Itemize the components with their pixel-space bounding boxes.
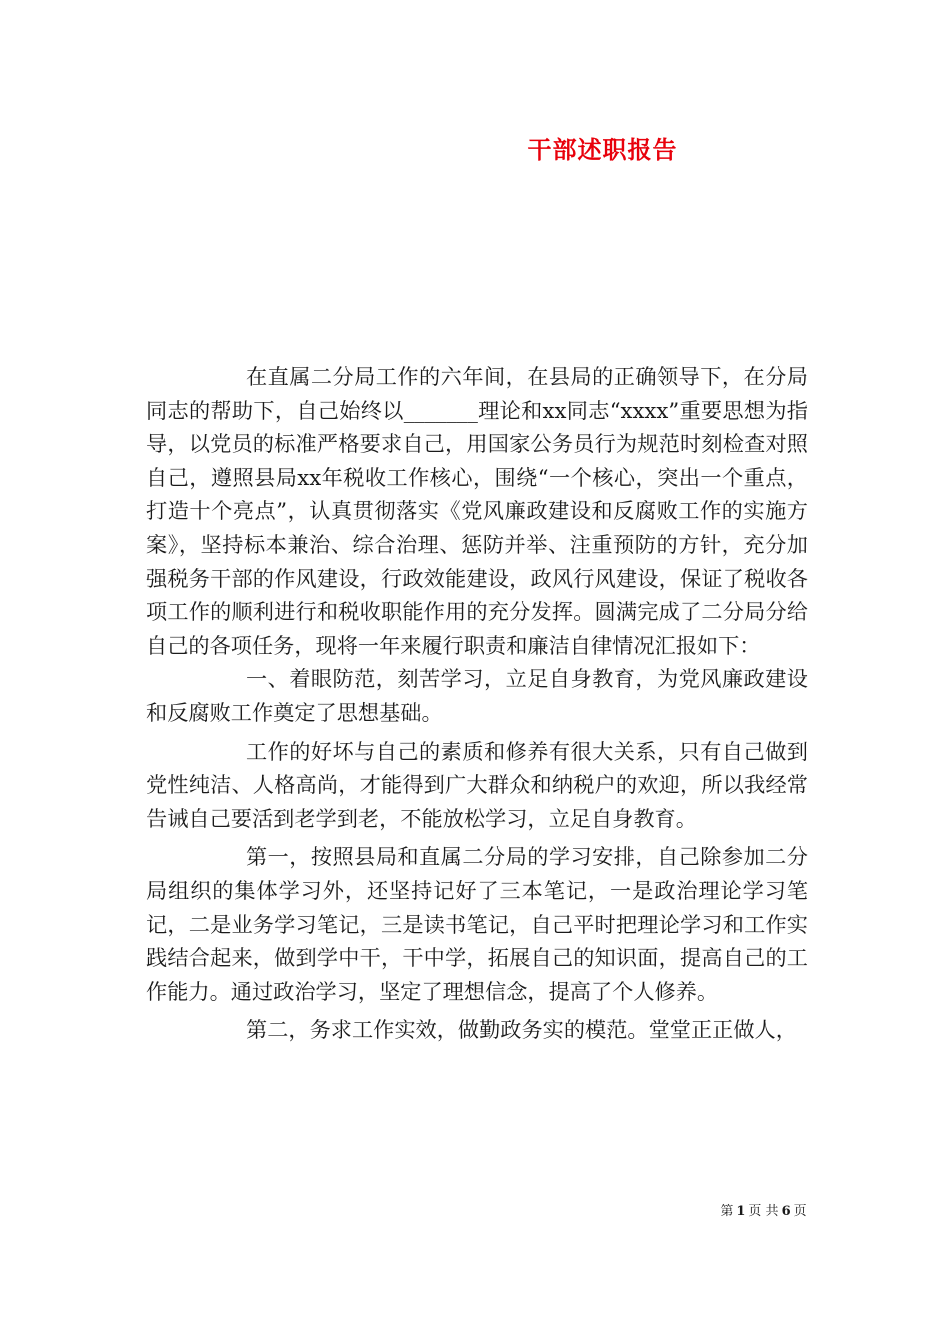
paragraph-section-heading: 一、着眼防范，刻苦学习，立足自身教育，为党风廉政建设和反腐败工作奠定了思想基础。 bbox=[146, 666, 808, 725]
document-body bbox=[146, 360, 808, 1047]
footer-suffix: 页 bbox=[793, 1204, 807, 1219]
paragraph-first-point: 第一，按照县局和直属二分局的学习安排，自己除参加二分局组织的集体学习外，还坚持记好了三本笔记，一是政治理论学习笔记，二是业务学习笔记，三是读书笔记，自己平时把理论学习和工作实践结合起来，做到学中干，干中学，拓展自己的知识面，提高自己的工作能力。通过政治学习，坚定了理想信念，提高了个人修养。 bbox=[146, 844, 808, 1004]
document-title: 干部述职报告 bbox=[527, 135, 678, 164]
footer-prefix: 第 bbox=[720, 1204, 734, 1219]
footer-total-pages: 6 bbox=[781, 1204, 791, 1219]
footer-current-page: 1 bbox=[736, 1204, 746, 1219]
footer-middle: 页 共 bbox=[748, 1204, 779, 1219]
paragraph-body: 工作的好坏与自己的素质和修养有很大关系，只有自己做到党性纯洁、人格高尚，才能得到广大群众和纳税户的欢迎，所以我经常告诫自己要活到老学到老，不能放松学习，立足自身教育。 bbox=[146, 738, 808, 831]
paragraph-intro: 在直属二分局工作的六年间，在县局的正确领导下，在分局同志的帮助下，自己始终以_______理论和xx同志“xxxx”重要思想为指导，以党员的标准严格要求自己，用国家公务员行为规范时刻检查对照自己，遵照县局xx年税收工作核心，围绕“一个核心，突出一个重点，打造十个亮点”，认真贯彻落实《党风廉政建设和反腐败工作的实施方案》，坚持标本兼治、综合治理、惩防并举、注重预防的方针，充分加强税务干部的作风建设，行政效能建设，政风行风建设，保证了税收各项工作的顺利进行和税收职能作用的充分发挥。圆满完成了二分局分给自己的各项任务，现将一年来履行职责和廉洁自律情况汇报如下： bbox=[146, 364, 808, 658]
paragraph-second-point: 第二，务求工作实效，做勤政务实的模范。堂堂正正做人， bbox=[246, 1017, 797, 1043]
page-footer bbox=[0, 1203, 950, 1221]
